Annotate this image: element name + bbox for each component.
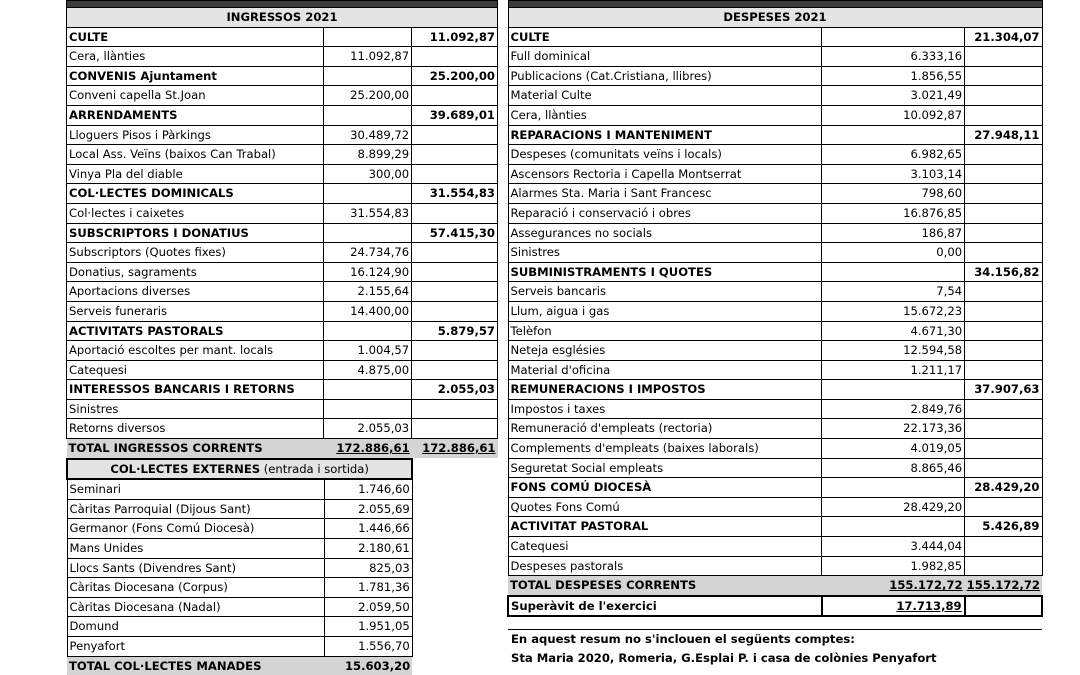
row-label: Impostos i taxes bbox=[508, 399, 822, 419]
row-value bbox=[822, 380, 965, 400]
row-value: 12.594,58 bbox=[822, 341, 965, 361]
external-row bbox=[67, 558, 498, 578]
row-total: 27.948,11 bbox=[965, 125, 1042, 145]
external-label: Germanor (Fons Comú Diocesà) bbox=[67, 519, 324, 539]
external-label: Llocs Sants (Divendres Sant) bbox=[67, 558, 324, 578]
line-item-row bbox=[508, 360, 1042, 380]
row-total bbox=[965, 66, 1042, 86]
line-item-row bbox=[508, 243, 1042, 263]
row-label: Complements d'empleats (baixes laborals) bbox=[508, 439, 822, 459]
row-value bbox=[822, 27, 965, 47]
row-value: 0,00 bbox=[822, 243, 965, 263]
row-value: 172.886,61 bbox=[324, 439, 412, 458]
row-label: INTERESSOS BANCARIS I RETORNS bbox=[67, 380, 324, 400]
note-spacer bbox=[508, 616, 1042, 630]
row-value: 25.200,00 bbox=[324, 86, 412, 106]
row-label: Conveni capella St.Joan bbox=[67, 86, 324, 106]
external-value: 825,03 bbox=[324, 558, 412, 578]
income-header: INGRESSOS 2021 bbox=[67, 8, 498, 28]
section-row bbox=[508, 478, 1042, 498]
row-label: Catequesi bbox=[67, 360, 324, 380]
external-spacer bbox=[412, 519, 497, 539]
row-label: Serveis funeraris bbox=[67, 301, 324, 321]
row-label: SUBSCRIPTORS I DONATIUS bbox=[67, 223, 324, 243]
surplus-row bbox=[508, 596, 1042, 617]
external-header-spacer bbox=[412, 459, 497, 480]
external-header-row bbox=[67, 459, 498, 480]
row-value: 11.092,87 bbox=[324, 47, 412, 67]
section-row bbox=[508, 27, 1042, 47]
row-total bbox=[412, 282, 498, 302]
line-item-row bbox=[67, 419, 498, 439]
row-value: 3.444,04 bbox=[822, 537, 965, 557]
row-total bbox=[412, 360, 498, 380]
row-value: 14.400,00 bbox=[324, 301, 412, 321]
line-item-row bbox=[508, 556, 1042, 576]
row-total bbox=[965, 105, 1042, 125]
row-label: Publicacions (Cat.Cristiana, llibres) bbox=[508, 66, 822, 86]
row-total bbox=[412, 203, 498, 223]
row-total bbox=[412, 341, 498, 361]
row-value bbox=[822, 262, 965, 282]
line-item-row bbox=[508, 497, 1042, 517]
row-value: 2.155,64 bbox=[324, 282, 412, 302]
external-header bbox=[67, 459, 412, 480]
row-value bbox=[324, 27, 412, 47]
row-label: Subscriptors (Quotes fixes) bbox=[67, 243, 324, 263]
row-label: Seguretat Social empleats bbox=[508, 458, 822, 478]
banner-row-right bbox=[508, 1, 1042, 8]
row-total bbox=[412, 419, 498, 439]
row-total: 37.907,63 bbox=[965, 380, 1042, 400]
external-row bbox=[67, 617, 498, 637]
row-label: REPARACIONS I MANTENIMENT bbox=[508, 125, 822, 145]
row-value bbox=[822, 125, 965, 145]
row-value: 186,87 bbox=[822, 223, 965, 243]
row-total: 57.415,30 bbox=[412, 223, 498, 243]
surplus-label: Superàvit de l'exercici bbox=[508, 596, 822, 617]
external-collections-table bbox=[66, 458, 498, 675]
banner-cell bbox=[67, 1, 498, 8]
surplus-value: 17.713,89 bbox=[822, 596, 965, 617]
row-total: 25.200,00 bbox=[412, 66, 498, 86]
row-value: 30.489,72 bbox=[324, 125, 412, 145]
external-label: Penyafort bbox=[67, 637, 324, 657]
row-total: 31.554,83 bbox=[412, 184, 498, 204]
row-label: Donatius, sagraments bbox=[67, 262, 324, 282]
line-item-row bbox=[508, 399, 1042, 419]
line-item-row bbox=[67, 86, 498, 106]
row-total bbox=[412, 145, 498, 165]
row-total bbox=[965, 184, 1042, 204]
external-header-bold: COL·LECTES EXTERNES bbox=[110, 461, 261, 476]
external-value: 2.055,69 bbox=[324, 499, 412, 519]
row-total: 172.886,61 bbox=[412, 439, 498, 458]
row-total bbox=[965, 360, 1042, 380]
section-row bbox=[67, 105, 498, 125]
row-value: 1.211,17 bbox=[822, 360, 965, 380]
external-total-spacer bbox=[412, 656, 497, 675]
line-item-row bbox=[508, 458, 1042, 478]
row-label: Alarmes Sta. Maria i Sant Francesc bbox=[508, 184, 822, 204]
row-label: REMUNERACIONS I IMPOSTOS bbox=[508, 380, 822, 400]
row-label: ACTIVITATS PASTORALS bbox=[67, 321, 324, 341]
external-spacer bbox=[412, 558, 497, 578]
external-spacer bbox=[412, 479, 497, 499]
row-value: 31.554,83 bbox=[324, 203, 412, 223]
external-value: 1.781,36 bbox=[324, 578, 412, 598]
section-row bbox=[508, 517, 1042, 537]
row-total: 39.689,01 bbox=[412, 105, 498, 125]
line-item-row bbox=[508, 282, 1042, 302]
expenses-header: DESPESES 2021 bbox=[508, 8, 1042, 28]
section-row bbox=[67, 27, 498, 47]
line-item-row bbox=[67, 282, 498, 302]
line-item-row bbox=[508, 537, 1042, 557]
external-spacer bbox=[412, 539, 497, 559]
row-label: Sinistres bbox=[67, 399, 324, 419]
row-value: 1.856,55 bbox=[822, 66, 965, 86]
row-label: ARRENDAMENTS bbox=[67, 105, 324, 125]
line-item-row bbox=[508, 223, 1042, 243]
row-value bbox=[324, 105, 412, 125]
expenses-body bbox=[508, 27, 1042, 596]
row-value bbox=[324, 223, 412, 243]
row-value: 4.671,30 bbox=[822, 321, 965, 341]
banner-cell-right bbox=[508, 1, 1042, 8]
row-value: 155.172,72 bbox=[822, 576, 965, 596]
line-item-row bbox=[67, 125, 498, 145]
external-label: Càritas Diocesana (Nadal) bbox=[67, 597, 324, 617]
row-label: Neteja esglésies bbox=[508, 341, 822, 361]
row-value: 24.734,76 bbox=[324, 243, 412, 263]
row-total bbox=[965, 399, 1042, 419]
note-line-2: Sta Maria 2020, Romeria, G.Esplai P. i casa de colònies Penyafort bbox=[511, 651, 937, 666]
row-value bbox=[324, 399, 412, 419]
line-item-row bbox=[508, 203, 1042, 223]
row-label: TOTAL DESPESES CORRENTS bbox=[508, 576, 822, 596]
row-label: Despeses (comunitats veïns i locals) bbox=[508, 145, 822, 165]
row-total bbox=[412, 125, 498, 145]
row-value: 10.092,87 bbox=[822, 105, 965, 125]
row-label: Despeses pastorals bbox=[508, 556, 822, 576]
row-value: 7,54 bbox=[822, 282, 965, 302]
row-value bbox=[324, 184, 412, 204]
external-spacer bbox=[412, 597, 497, 617]
row-label: Material Culte bbox=[508, 86, 822, 106]
row-label: ACTIVITAT PASTORAL bbox=[508, 517, 822, 537]
row-total bbox=[965, 458, 1042, 478]
external-value: 1.446,66 bbox=[324, 519, 412, 539]
row-value: 2.055,03 bbox=[324, 419, 412, 439]
row-label: Catequesi bbox=[508, 537, 822, 557]
line-item-row bbox=[508, 164, 1042, 184]
row-value bbox=[324, 66, 412, 86]
section-row bbox=[67, 66, 498, 86]
row-total bbox=[965, 145, 1042, 165]
row-value: 3.021,49 bbox=[822, 86, 965, 106]
row-total bbox=[965, 47, 1042, 67]
row-total: 2.055,03 bbox=[412, 380, 498, 400]
note-row-2 bbox=[508, 649, 1042, 668]
section-row bbox=[67, 380, 498, 400]
row-value: 3.103,14 bbox=[822, 164, 965, 184]
row-label: SUBMINISTRAMENTS I QUOTES bbox=[508, 262, 822, 282]
row-value: 6.333,16 bbox=[822, 47, 965, 67]
row-label: Vinya Pla del diable bbox=[67, 164, 324, 184]
surplus-empty bbox=[965, 596, 1042, 617]
row-total bbox=[965, 203, 1042, 223]
external-value: 2.059,50 bbox=[324, 597, 412, 617]
external-row bbox=[67, 499, 498, 519]
external-row bbox=[67, 479, 498, 499]
external-total-label: TOTAL COL·LECTES MANADES bbox=[67, 656, 324, 675]
row-total bbox=[412, 243, 498, 263]
row-value: 16.876,85 bbox=[822, 203, 965, 223]
row-total bbox=[965, 301, 1042, 321]
row-value: 2.849,76 bbox=[822, 399, 965, 419]
line-item-row bbox=[508, 145, 1042, 165]
external-label: Càritas Diocesana (Corpus) bbox=[67, 578, 324, 598]
row-label: Reparació i conservació i obres bbox=[508, 203, 822, 223]
line-item-row bbox=[67, 301, 498, 321]
row-value: 16.124,90 bbox=[324, 262, 412, 282]
external-value: 1.556,70 bbox=[324, 637, 412, 657]
row-value: 798,60 bbox=[822, 184, 965, 204]
row-total bbox=[412, 301, 498, 321]
row-total: 21.304,07 bbox=[965, 27, 1042, 47]
row-label: Serveis bancaris bbox=[508, 282, 822, 302]
expenses-header-row bbox=[508, 8, 1042, 28]
external-row bbox=[67, 597, 498, 617]
income-header-row bbox=[67, 8, 498, 28]
row-value: 28.429,20 bbox=[822, 497, 965, 517]
line-item-row bbox=[508, 184, 1042, 204]
row-label: Cera, llànties bbox=[508, 105, 822, 125]
row-value bbox=[822, 478, 965, 498]
row-total: 34.156,82 bbox=[965, 262, 1042, 282]
section-row bbox=[508, 380, 1042, 400]
row-label: COL·LECTES DOMINICALS bbox=[67, 184, 324, 204]
line-item-row bbox=[67, 164, 498, 184]
line-item-row bbox=[508, 301, 1042, 321]
row-total: 155.172,72 bbox=[965, 576, 1042, 596]
row-label: Lloguers Pisos i Pàrkings bbox=[67, 125, 324, 145]
row-value: 6.982,65 bbox=[822, 145, 965, 165]
row-label: CULTE bbox=[508, 27, 822, 47]
row-value bbox=[324, 321, 412, 341]
line-item-row bbox=[67, 360, 498, 380]
section-row bbox=[67, 223, 498, 243]
row-value: 1.982,85 bbox=[822, 556, 965, 576]
note-row-1 bbox=[508, 630, 1042, 650]
row-total bbox=[965, 223, 1042, 243]
row-value: 4.875,00 bbox=[324, 360, 412, 380]
income-pane bbox=[66, 0, 498, 675]
line-item-row bbox=[67, 145, 498, 165]
row-label: CONVENIS Ajuntament bbox=[67, 66, 324, 86]
row-label: Remuneració d'empleats (rectoria) bbox=[508, 419, 822, 439]
income-table bbox=[66, 0, 498, 458]
row-label: Assegurances no socials bbox=[508, 223, 822, 243]
section-row bbox=[508, 262, 1042, 282]
external-total-row bbox=[67, 656, 498, 675]
row-total bbox=[965, 86, 1042, 106]
line-item-row bbox=[508, 341, 1042, 361]
line-item-row bbox=[508, 105, 1042, 125]
row-label: Sinistres bbox=[508, 243, 822, 263]
row-total: 11.092,87 bbox=[412, 27, 498, 47]
line-item-row bbox=[67, 399, 498, 419]
expenses-table bbox=[507, 0, 1043, 668]
row-label: Full dominical bbox=[508, 47, 822, 67]
row-label: Retorns diversos bbox=[67, 419, 324, 439]
external-spacer bbox=[412, 617, 497, 637]
row-value: 22.173,36 bbox=[822, 419, 965, 439]
line-item-row bbox=[508, 321, 1042, 341]
row-total: 5.879,57 bbox=[412, 321, 498, 341]
row-label: TOTAL INGRESSOS CORRENTS bbox=[67, 439, 324, 458]
row-value: 4.019,05 bbox=[822, 439, 965, 459]
note-line-1: En aquest resum no s'inclouen el següents comptes: bbox=[508, 630, 1042, 650]
line-item-row bbox=[67, 47, 498, 67]
row-total bbox=[965, 321, 1042, 341]
row-total bbox=[965, 282, 1042, 302]
row-value: 300,00 bbox=[324, 164, 412, 184]
section-row bbox=[508, 125, 1042, 145]
row-value: 15.672,23 bbox=[822, 301, 965, 321]
row-label: Col·lectes i caixetes bbox=[67, 203, 324, 223]
external-row bbox=[67, 637, 498, 657]
row-label: Llum, aigua i gas bbox=[508, 301, 822, 321]
external-header-rest: (entrada i sortida) bbox=[260, 461, 369, 476]
row-total bbox=[412, 164, 498, 184]
row-total: 28.429,20 bbox=[965, 478, 1042, 498]
external-row bbox=[67, 578, 498, 598]
external-value: 2.180,61 bbox=[324, 539, 412, 559]
income-body bbox=[67, 27, 498, 458]
row-total bbox=[965, 497, 1042, 517]
row-label: Material d'oficina bbox=[508, 360, 822, 380]
line-item-row bbox=[67, 243, 498, 263]
external-spacer bbox=[412, 578, 497, 598]
line-item-row bbox=[508, 47, 1042, 67]
row-label: Quotes Fons Comú bbox=[508, 497, 822, 517]
line-item-row bbox=[67, 341, 498, 361]
row-label: Cera, llànties bbox=[67, 47, 324, 67]
line-item-row bbox=[508, 419, 1042, 439]
row-value bbox=[324, 380, 412, 400]
total-row bbox=[67, 439, 498, 458]
row-total bbox=[965, 243, 1042, 263]
external-label: Seminari bbox=[67, 479, 324, 499]
row-total bbox=[965, 419, 1042, 439]
row-total bbox=[965, 537, 1042, 557]
expenses-pane bbox=[507, 0, 1043, 668]
line-item-row bbox=[508, 66, 1042, 86]
row-total bbox=[965, 341, 1042, 361]
external-label: Domund bbox=[67, 617, 324, 637]
external-row bbox=[67, 519, 498, 539]
external-spacer bbox=[412, 499, 497, 519]
section-row bbox=[67, 321, 498, 341]
row-label: Aportacions diverses bbox=[67, 282, 324, 302]
row-total: 5.426,89 bbox=[965, 517, 1042, 537]
row-label: Telèfon bbox=[508, 321, 822, 341]
line-item-row bbox=[508, 439, 1042, 459]
external-value: 1.746,60 bbox=[324, 479, 412, 499]
row-total bbox=[965, 556, 1042, 576]
section-row bbox=[67, 184, 498, 204]
line-item-row bbox=[67, 203, 498, 223]
line-item-row bbox=[67, 262, 498, 282]
row-total bbox=[965, 439, 1042, 459]
external-total-value: 15.603,20 bbox=[324, 656, 412, 675]
external-body bbox=[67, 479, 498, 675]
external-spacer bbox=[412, 637, 497, 657]
line-item-row bbox=[508, 86, 1042, 106]
banner-row bbox=[67, 1, 498, 8]
note-spacer-row bbox=[508, 616, 1042, 630]
external-row bbox=[67, 539, 498, 559]
row-label: Ascensors Rectoria i Capella Montserrat bbox=[508, 164, 822, 184]
row-value bbox=[822, 517, 965, 537]
external-value: 1.951,05 bbox=[324, 617, 412, 637]
row-total bbox=[412, 47, 498, 67]
row-value: 8.865,46 bbox=[822, 458, 965, 478]
row-value: 1.004,57 bbox=[324, 341, 412, 361]
external-label: Mans Unides bbox=[67, 539, 324, 559]
external-label: Càritas Parroquial (Dijous Sant) bbox=[67, 499, 324, 519]
row-label: Local Ass. Veïns (baixos Can Trabal) bbox=[67, 145, 324, 165]
total-row bbox=[508, 576, 1042, 596]
row-total bbox=[412, 262, 498, 282]
row-label: FONS COMÚ DIOCESÀ bbox=[508, 478, 822, 498]
row-label: CULTE bbox=[67, 27, 324, 47]
row-total bbox=[412, 86, 498, 106]
row-label: Aportació escoltes per mant. locals bbox=[67, 341, 324, 361]
row-total bbox=[412, 399, 498, 419]
row-value: 8.899,29 bbox=[324, 145, 412, 165]
row-total bbox=[965, 164, 1042, 184]
